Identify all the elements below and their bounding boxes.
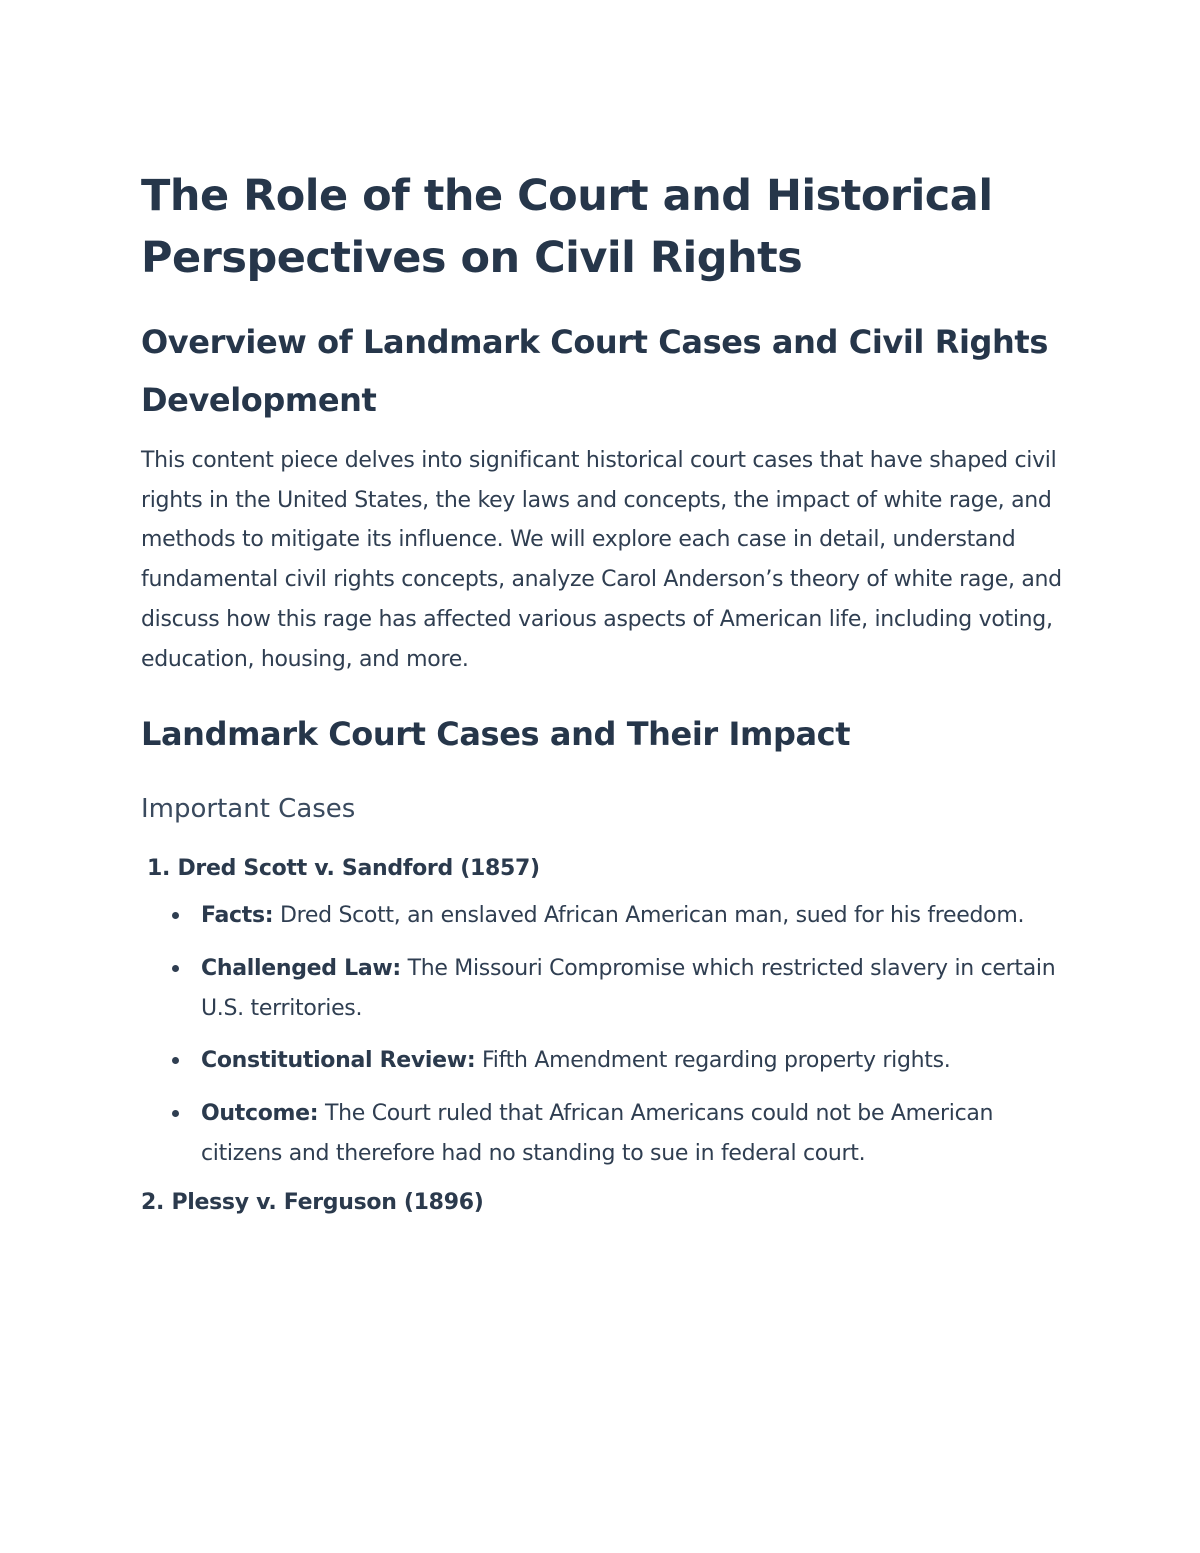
important-cases-subheading: Important Cases: [141, 794, 356, 825]
landmark-heading: Landmark Court Cases and Their Impact: [141, 715, 851, 754]
fact-text: Fifth Amendment regarding property rights.: [482, 1048, 951, 1074]
bullet-icon: [172, 912, 179, 919]
case-details-list: [141, 896, 1071, 1173]
case-title: [141, 1186, 1071, 1220]
fact-text: The Court ruled that African Americans could not be American citizens and therefore had no standing to sue in federal court.: [201, 1101, 994, 1166]
fact-label: Challenged Law:: [201, 955, 401, 981]
list-item: [141, 1041, 1071, 1081]
fact-label: Outcome:: [201, 1101, 319, 1127]
list-item: [141, 896, 1071, 936]
case-number: 1.: [147, 856, 171, 882]
fact-text: The Missouri Compromise which restricted slavery in certain U.S. territories.: [201, 955, 1056, 1021]
fact-label: Facts:: [201, 903, 274, 929]
bullet-icon: [172, 965, 179, 972]
case-name: Plessy v. Ferguson (1896): [171, 1190, 484, 1216]
page-title: The Role of the Court and Historical Perspectives on Civil Rights: [141, 171, 993, 283]
case-title: [141, 852, 1071, 886]
fact-label: Constitutional Review:: [201, 1048, 476, 1074]
document-page: [141, 165, 1071, 1220]
fact-text: Dred Scott, an enslaved African American man, sued for his freedom.: [279, 903, 1025, 929]
overview-paragraph: This content piece delves into significant historical court cases that have shaped civil rights in the United States, the key laws and concepts, the impact of white rage, and methods to mitigate its influence. We will explore each case in detail, understand fundamental civil rights concepts, analyze Carol Anderson’s theory of white rage, and discuss how this rage has affected various aspects of American life, including voting, education, housing, and more.: [141, 448, 1062, 672]
case-number: 2.: [141, 1190, 165, 1216]
overview-heading: Overview of Landmark Court Cases and Civil Rights Development: [141, 323, 1048, 419]
case-name: Dred Scott v. Sandford (1857): [177, 856, 540, 882]
list-item: [141, 949, 1071, 1028]
bullet-icon: [172, 1057, 179, 1064]
list-item: [141, 1094, 1071, 1173]
bullet-icon: [172, 1110, 179, 1117]
